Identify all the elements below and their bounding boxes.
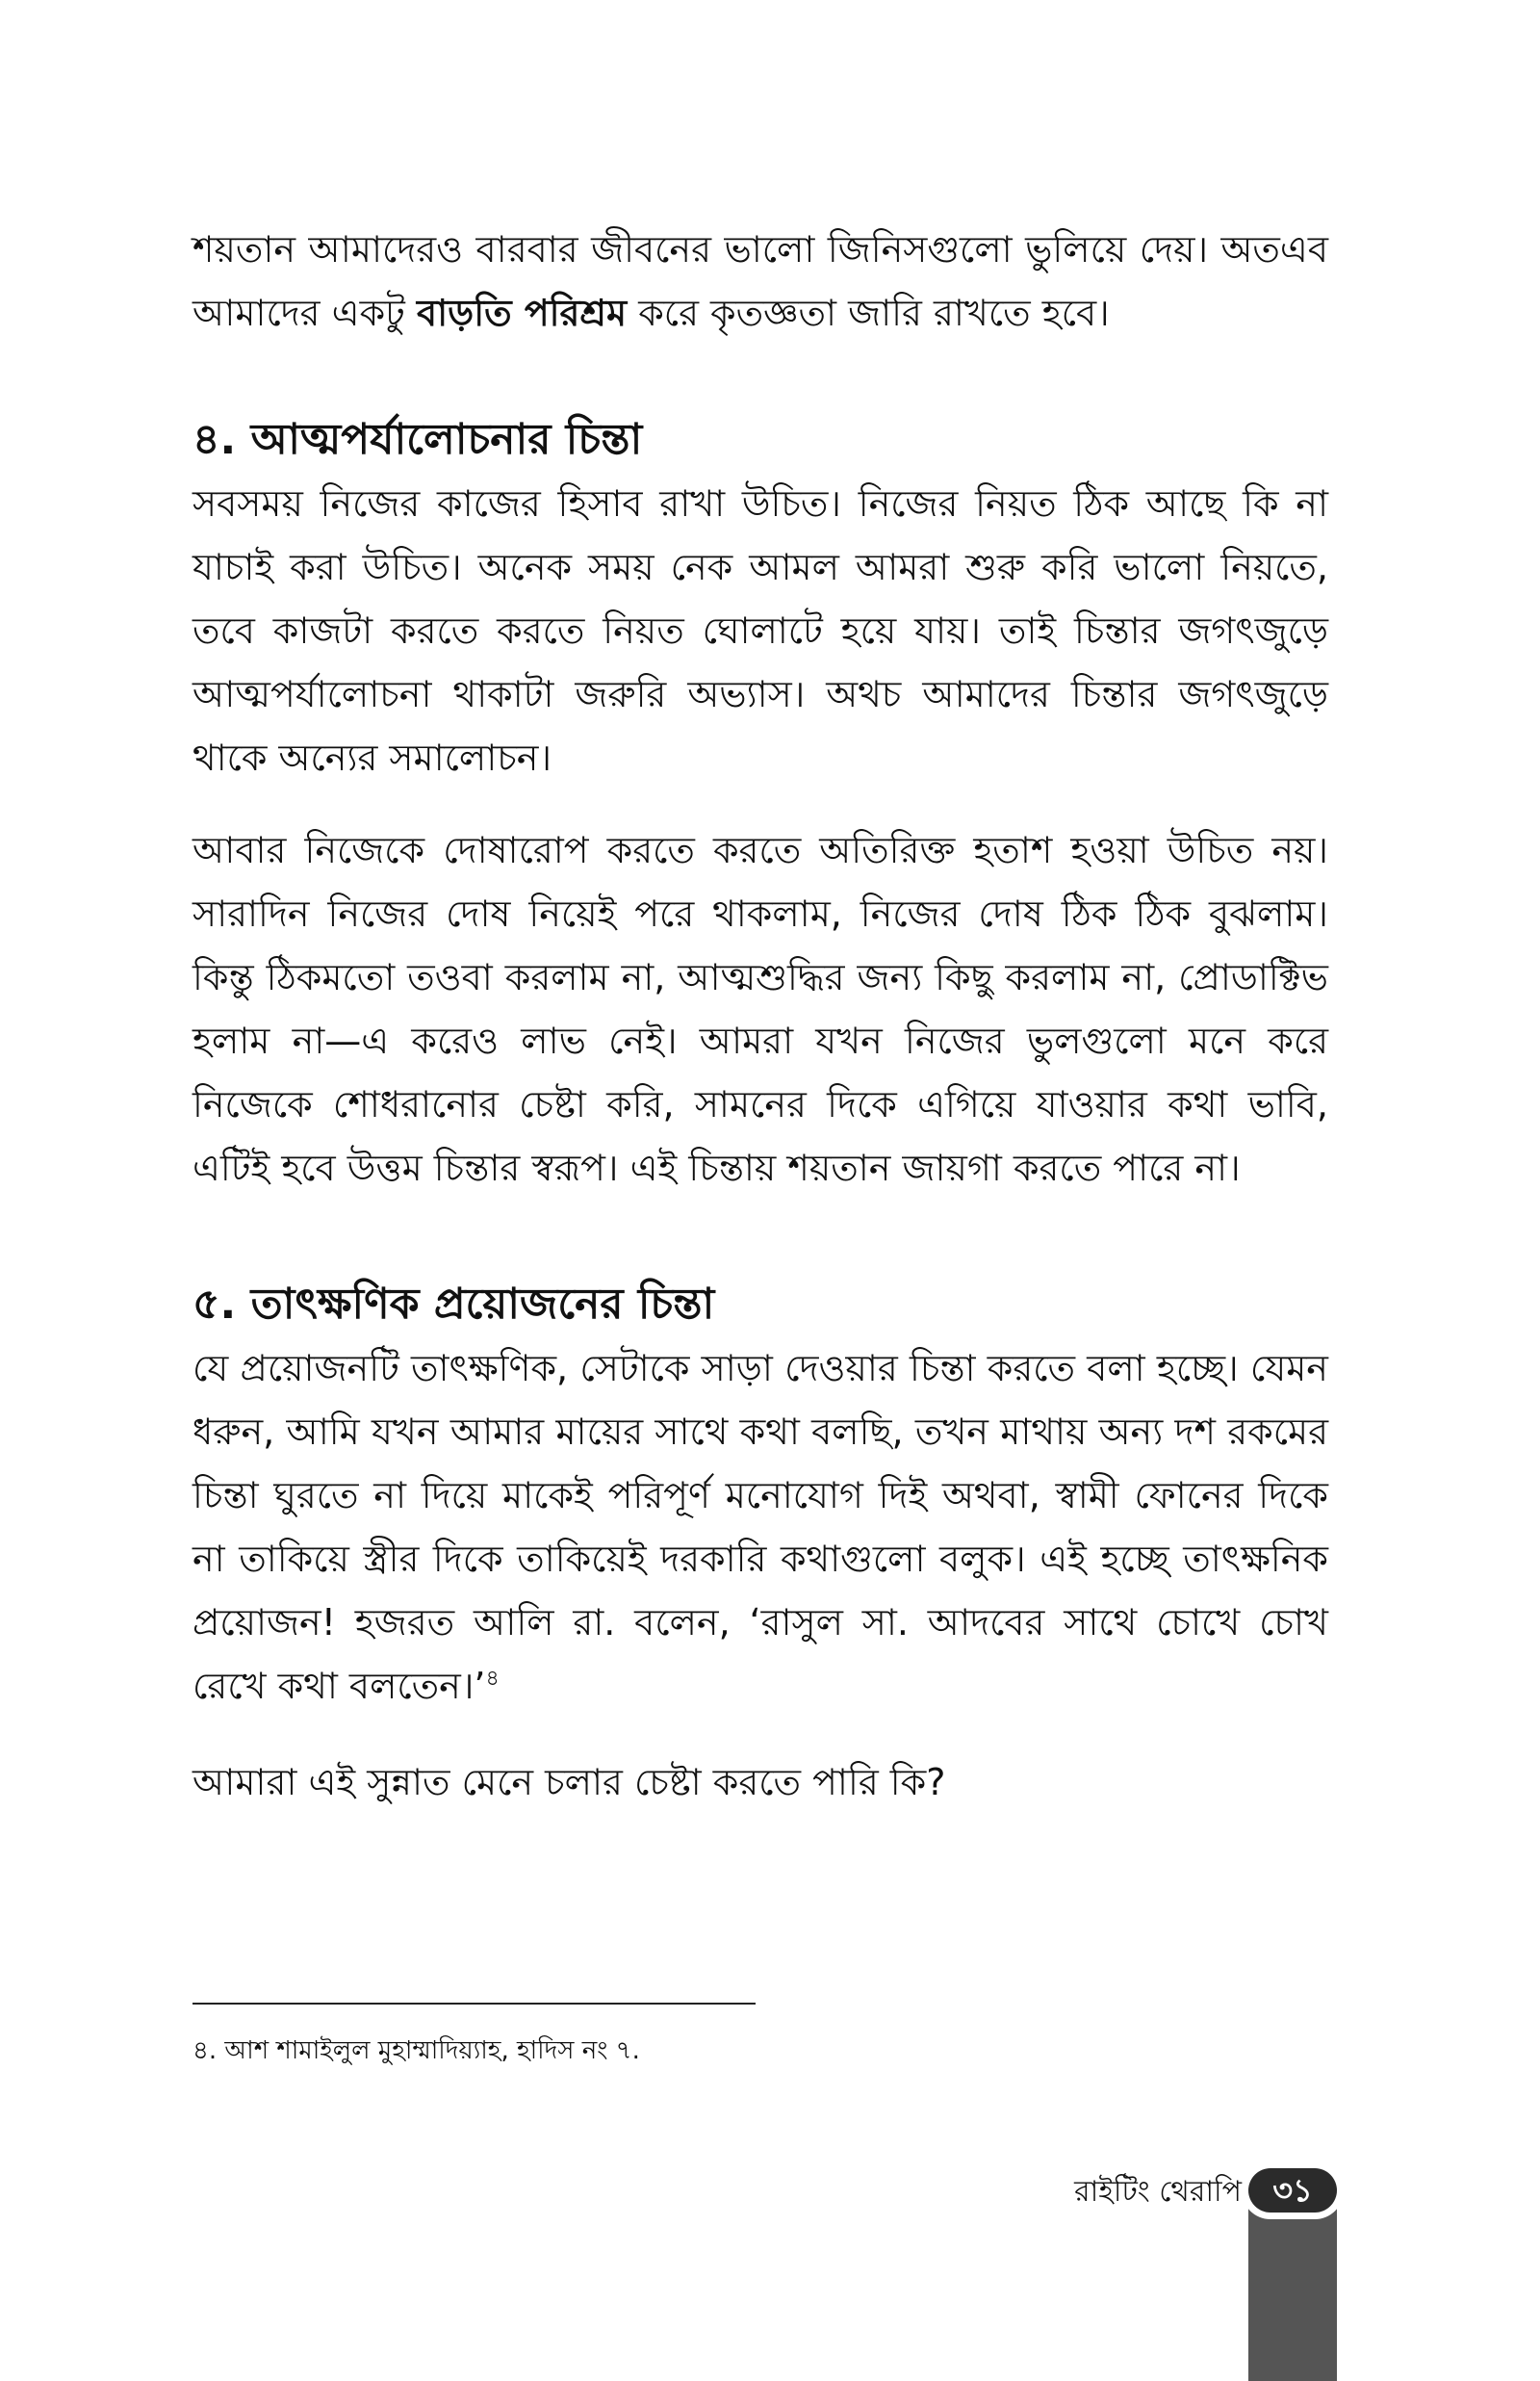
section-4-heading: ৪. আত্মপর্যালোচনার চিন্তা (192, 415, 643, 464)
intro-text-end: করে কৃতজ্ঞতা জারি রাখতে হবে। (627, 292, 1110, 334)
intro-paragraph (192, 218, 1328, 345)
footnote-divider (192, 2003, 756, 2005)
section-5-paragraph-1 (192, 1336, 1328, 1718)
page-number-badge: ৩১ (1248, 2168, 1337, 2213)
footnote-text: ৪. আশ শামাইলুল মুহাম্মাদিয়্যাহ, হাদিস নং ৭. (192, 2036, 640, 2065)
intro-bold-text: বাড়তি পরিশ্রম (416, 292, 628, 334)
running-footer-title: রাইটিং থেরাপি (1074, 2175, 1242, 2209)
section-4-paragraph-1: সবসময় নিজের কাজের হিসাব রাখা উচিত। নিজের নিয়ত ঠিক আছে কি না যাচাই করা উচিত। অনেক সময় নেক আমল আমরা শুরু করি ভালো নিয়তে, তবে কাজটা করতে করতে নিয়ত ঘোলাটে হয়ে যায়। তাই চিন্তার জগৎজুড়ে আত্মপর্যালোচনা থাকাটা জরুরি অভ্যাস। অথচ আমাদের চিন্তার জগৎজুড়ে থাকে অন্যের সমালোচন। (192, 482, 1328, 779)
intro-text-start: শয়তান আমাদেরও বারবার জীবনের ভালো জিনিসগুলো ভুলিয়ে দেয়। অতএব আমাদের একটু (192, 228, 1328, 334)
section-5-paragraph-2: আমারা এই সুন্নাত মেনে চলার চেষ্টা করতে পারি কি? (192, 1761, 946, 1803)
section-5-paragraph-1-text: যে প্রয়োজনটি তাৎক্ষণিক, সেটাকে সাড়া দেওয়ার চিন্তা করতে বলা হচ্ছে। যেমন ধরুন, আমি যখন আমার মায়ের সাথে কথা বলছি, তখন মাথায় অন্য দশ রকমের চিন্তা ঘুরতে না দিয়ে মাকেই পরিপূর্ণ মনোযোগ দিই অথবা, স্বামী ফোনের দিকে না তাকিয়ে স্ত্রীর দিকে তাকিয়েই দরকারি কথাগুলো বলুক। এই হচ্ছে তাৎক্ষনিক প্রয়োজন! হজরত আলি রা. বলেন, ‘রাসুল সা. আদবের সাথে চোখে চোখ রেখে কথা বলতেন।’ (192, 1347, 1328, 1707)
footnote-reference[interactable]: ৪ (485, 1667, 500, 1691)
section-4-paragraph-2: আবার নিজেকে দোষারোপ করতে করতে অতিরিক্ত হতাশ হওয়া উচিত নয়। সারাদিন নিজের দোষ নিয়েই পরে থাকলাম, নিজের দোষ ঠিক ঠিক বুঝলাম। কিন্তু ঠিকমতো তওবা করলাম না, আত্মশুদ্ধির জন্য কিছু করলাম না, প্রোডাক্টিভ হলাম না—এ করেও লাভ নেই। আমরা যখন নিজের ভুলগুলো মনে করে নিজেকে শোধরানোর চেষ্টা করি, সামনের দিকে এগিয়ে যাওয়ার কথা ভাবি, এটিই হবে উত্তম চিন্তার স্বরূপ। এই চিন্তায় শয়তান জায়গা করতে পারে না। (192, 829, 1328, 1189)
section-5-heading: ৫. তাৎক্ষণিক প্রয়োজনের চিন্তা (192, 1280, 715, 1329)
